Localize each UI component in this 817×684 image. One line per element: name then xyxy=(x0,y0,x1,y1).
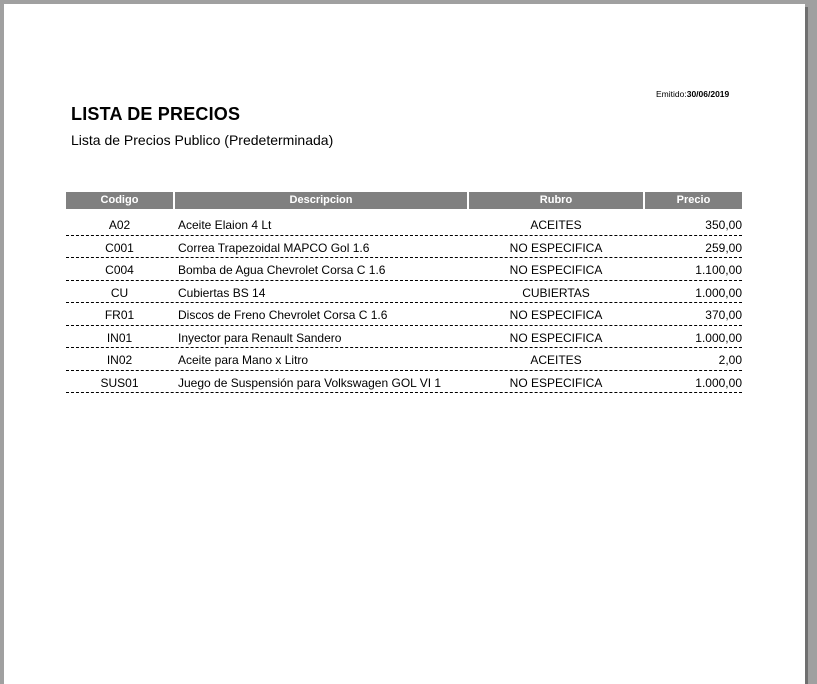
cell-rubro: NO ESPECIFICA xyxy=(509,330,603,345)
cell-rubro: NO ESPECIFICA xyxy=(509,240,603,255)
cell-descripcion: Cubiertas BS 14 xyxy=(178,285,266,300)
cell-codigo: FR01 xyxy=(104,308,135,322)
cell-rubro: NO ESPECIFICA xyxy=(509,263,603,277)
cell-descripcion: Aceite para Mano x Litro xyxy=(178,353,309,367)
cell-descripcion: Inyector para Renault Sandero xyxy=(178,330,342,345)
cell-descripcion: Juego de Suspensión para Volkswagen GOL VI 1 xyxy=(178,375,442,390)
table-row xyxy=(66,303,742,326)
cell-codigo: SUS01 xyxy=(100,375,139,390)
price-table xyxy=(66,192,742,393)
table-row xyxy=(66,326,742,349)
cell-descripcion: Bomba de Agua Chevrolet Corsa C 1.6 xyxy=(178,263,386,277)
header-precio: Precio xyxy=(645,192,742,209)
cell-descripcion: Correa Trapezoidal MAPCO Gol 1.6 xyxy=(178,240,370,255)
cell-precio: 370,00 xyxy=(705,308,742,322)
report-subtitle: Lista de Precios Publico (Predeterminada) xyxy=(71,132,334,148)
cell-rubro: NO ESPECIFICA xyxy=(509,308,603,322)
cell-descripcion: Aceite Elaion 4 Lt xyxy=(178,218,272,232)
cell-rubro: ACEITES xyxy=(530,218,582,232)
cell-codigo: IN01 xyxy=(106,330,133,345)
table-row xyxy=(66,281,742,304)
cell-precio: 1.000,00 xyxy=(695,375,742,390)
cell-precio: 1.000,00 xyxy=(695,330,742,345)
cell-codigo: A02 xyxy=(108,218,131,232)
table-row xyxy=(66,348,742,371)
table-row xyxy=(66,371,742,394)
cell-precio: 2,00 xyxy=(718,353,742,367)
cell-codigo: CU xyxy=(110,285,129,300)
cell-rubro: CUBIERTAS xyxy=(522,285,590,300)
cell-descripcion: Discos de Freno Chevrolet Corsa C 1.6 xyxy=(178,308,388,322)
emitido-stamp xyxy=(656,89,729,99)
emitido-date: 30/06/2019 xyxy=(686,89,730,99)
report-title: LISTA DE PRECIOS xyxy=(71,104,241,124)
cell-precio: 1.100,00 xyxy=(695,263,742,277)
header-codigo: Codigo xyxy=(66,192,173,209)
table-row xyxy=(66,258,742,281)
table-header xyxy=(66,192,742,209)
cell-codigo: C004 xyxy=(105,263,134,277)
table-row xyxy=(66,213,742,236)
emitido-label: Emitido: xyxy=(656,89,687,99)
cell-codigo: C001 xyxy=(105,240,134,255)
header-descripcion: Descripcion xyxy=(175,192,467,209)
cell-rubro: NO ESPECIFICA xyxy=(509,375,603,390)
cell-precio: 259,00 xyxy=(705,240,742,255)
cell-precio: 350,00 xyxy=(705,218,742,232)
table-body xyxy=(66,213,742,393)
header-rubro: Rubro xyxy=(469,192,643,209)
report-page xyxy=(4,4,805,684)
table-row xyxy=(66,236,742,259)
cell-codigo: IN02 xyxy=(106,353,133,367)
cell-rubro: ACEITES xyxy=(530,353,582,367)
cell-precio: 1.000,00 xyxy=(695,285,742,300)
